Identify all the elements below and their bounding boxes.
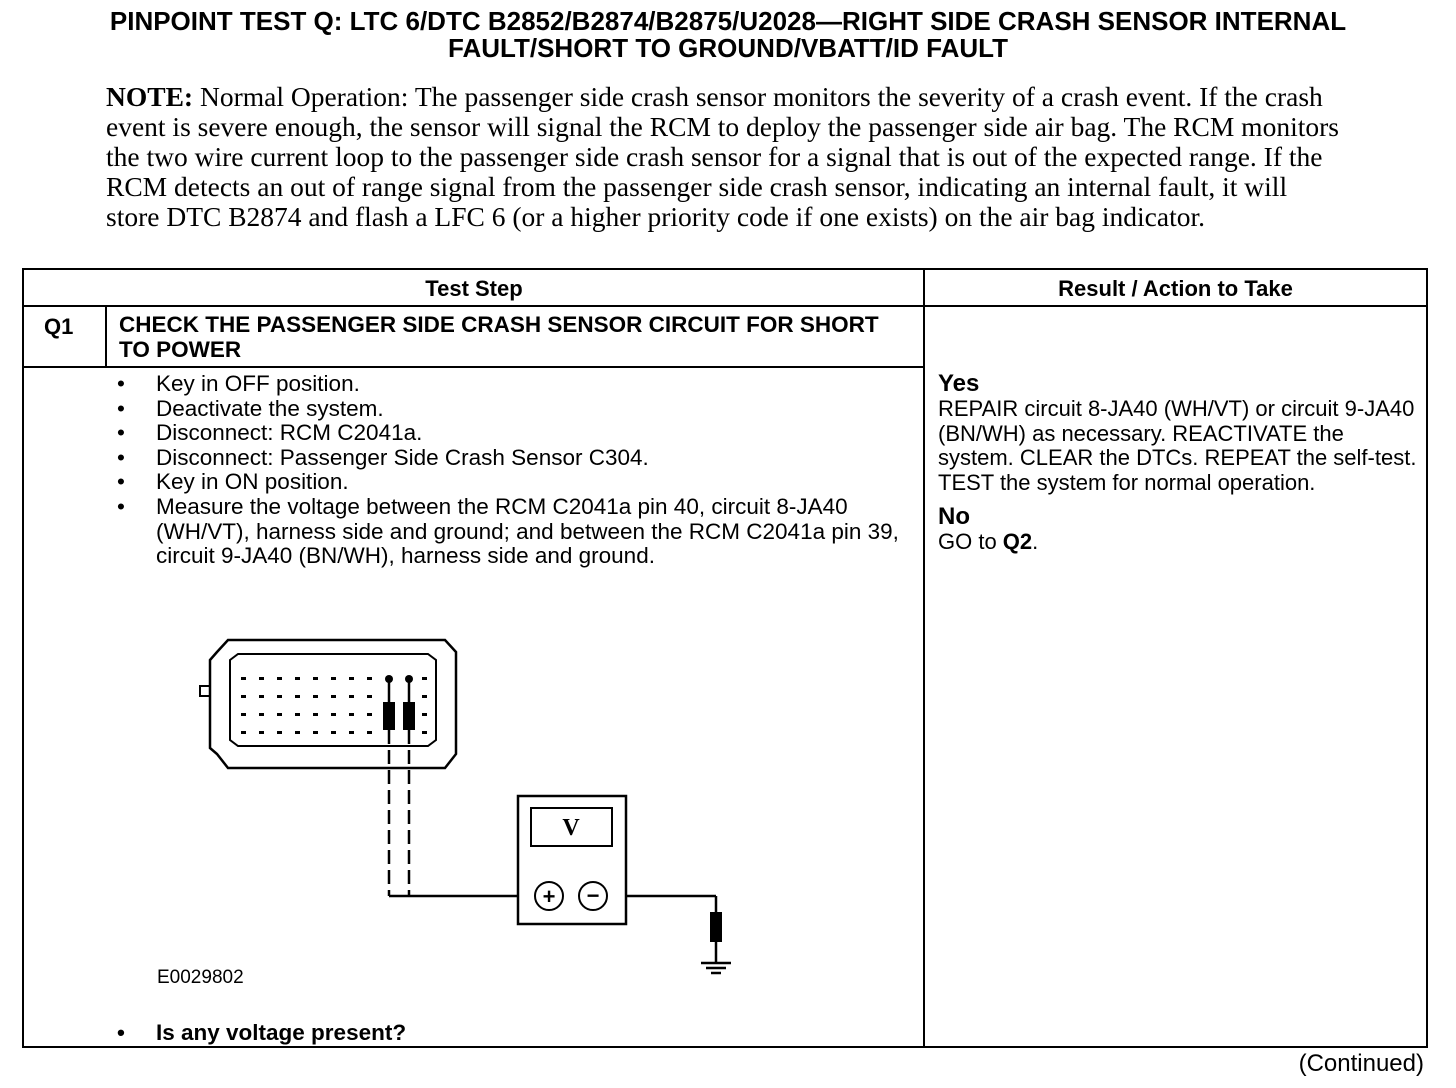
step-title: CHECK THE PASSENGER SIDE CRASH SENSOR CIRCUIT FOR SHORT TO POWER xyxy=(119,312,879,362)
connector-pins xyxy=(241,677,427,734)
instruction-item: • Disconnect: RCM C2041a. xyxy=(114,421,914,446)
no-action-suffix: . xyxy=(1032,529,1039,555)
probe-icon xyxy=(383,675,415,730)
note-text: Normal Operation: The passenger side crash sensor monitors the severity of a crash event. If the crash event is severe enough, the sensor will signal the RCM to deploy the passenger side air bag. The RCM monitors the two wire current loop to the passenger side crash sensor for a signal that is out of the expected range. If the RCM detects an out of range signal from the passenger side crash sensor, indicating an internal fault, it will store DTC B2874 and flash a LFC 6 (or a higher priority code if one exists) on the air bag indicator. xyxy=(106,81,1339,232)
instruction-item: • Key in ON position. xyxy=(114,470,914,495)
no-label: No xyxy=(938,503,970,531)
minus-terminal: − xyxy=(586,883,600,908)
question-bullet: • xyxy=(117,1020,125,1045)
voltmeter-label: V xyxy=(562,815,580,841)
title-line-1: PINPOINT TEST Q: LTC 6/DTC B2852/B2874/B2875/U2028—RIGHT SIDE CRASH SENSOR INTERNAL xyxy=(109,6,1347,36)
note-label: NOTE: xyxy=(106,81,194,112)
plus-terminal: + xyxy=(542,884,556,909)
step-id: Q1 xyxy=(44,314,74,339)
yes-label: Yes xyxy=(938,370,980,397)
question-text: Is any voltage present? xyxy=(156,1020,407,1045)
instruction-item: • Measure the voltage between the RCM C2041a pin 40, circuit 8-JA40 (WH/VT), harness side and ground; and between the RCM C2041a pin 39, circuit 9-JA40 (BN/WH), harness side and ground. xyxy=(114,495,914,569)
no-action-prefix: GO to xyxy=(938,529,1003,555)
voltmeter-icon xyxy=(518,796,626,924)
no-action-target: Q2 xyxy=(1002,529,1033,555)
continued-label: (Continued) xyxy=(1298,1050,1424,1077)
figure-id: E0029802 xyxy=(157,967,244,988)
title-line-2: FAULT/SHORT TO GROUND/VBATT/ID FAULT xyxy=(448,33,1008,63)
instruction-item: • Key in OFF position. xyxy=(114,372,914,397)
header-test-step: Test Step xyxy=(425,276,523,301)
instruction-item: • Disconnect: Passenger Side Crash Sensor C304. xyxy=(114,446,914,471)
rcm-connector-icon xyxy=(200,640,456,768)
instruction-item: • Deactivate the system. xyxy=(114,397,914,422)
yes-action: REPAIR circuit 8-JA40 (WH/VT) or circuit 9-JA40 (BN/WH) as necessary. REACTIVATE the system. CLEAR the DTCs. REPEAT the self-test. TEST the system for normal operation. xyxy=(938,396,1417,495)
ground-icon xyxy=(701,912,731,973)
header-result-action: Result / Action to Take xyxy=(1058,276,1293,301)
